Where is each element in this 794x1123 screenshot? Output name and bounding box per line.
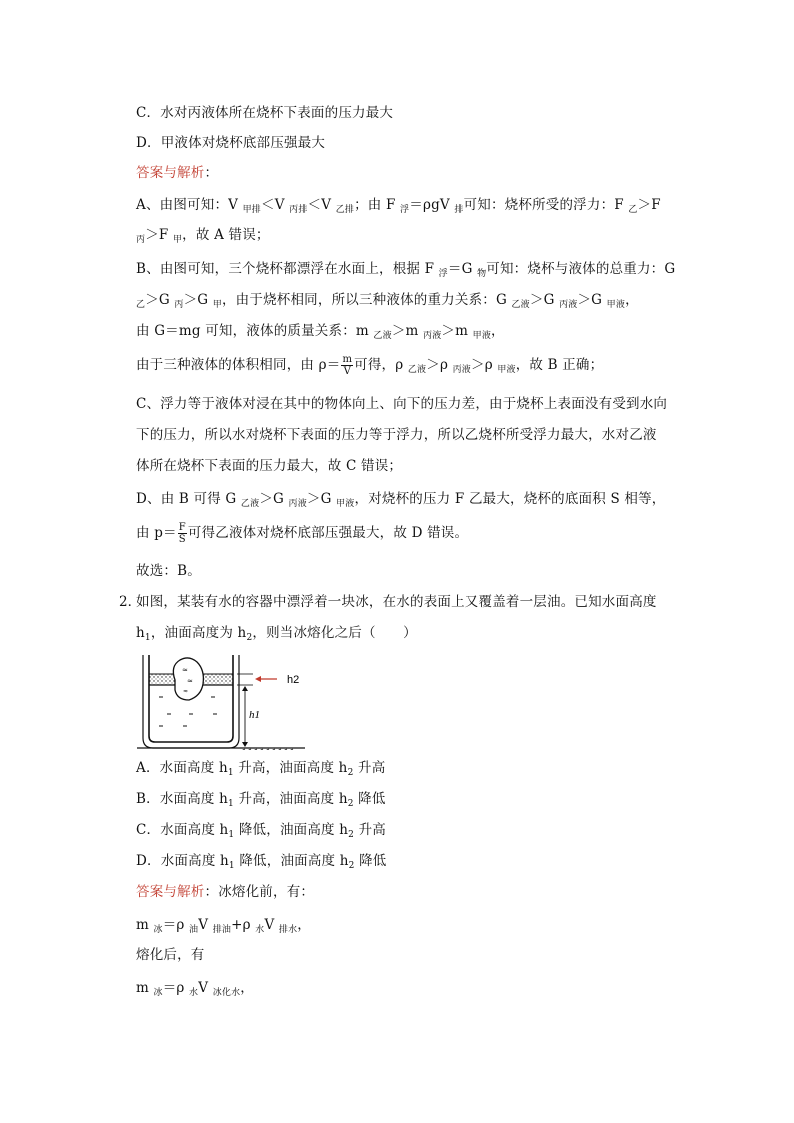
analysis-c-line1: C、浮力等于液体对浸在其中的物体向上、向下的压力差，由于烧杯上表面没有受到水向 [136, 396, 668, 412]
after-melting-text: 熔化后，有 [136, 947, 205, 963]
equation-before-melting: m $_冰$＝ρ $_油$V $_{排油}$+ρ $_水$V $_{排水}$， [136, 917, 311, 935]
svg-text:≈: ≈ [182, 666, 188, 674]
analysis-b-line1: B、由图可知，三个烧杯都漂浮在水面上，根据 F $_浮$＝G $_物$可知：烧杯与液体的总重力：G [136, 261, 676, 279]
q2-option-a: A．水面高度 $h_1$ 升高，油面高度 $h_2$ 升高 [136, 760, 386, 778]
svg-text:≈: ≈ [183, 688, 189, 695]
answer-choice-1: 故选：B。 [136, 563, 201, 579]
option-d-prev: D．甲液体对烧杯底部压强最大 [136, 135, 326, 151]
analysis-b-line4: 由于三种液体的体积相同，由 ρ＝ $\frac{m}{V}$ 可得，ρ $_{乙液}$＞ρ $_{丙液}$＞ρ $_{甲液}$，故 B 正确； [136, 354, 604, 377]
pressure-fraction: $\frac{F}{S}$ [178, 522, 186, 545]
q2-option-d: D．水面高度 $h_1$ 降低，油面高度 $h_2$ 降低 [136, 853, 387, 871]
question-2-stem-line1: 如图，某装有水的容器中漂浮着一块冰，在水的表面上又覆盖着一层油。已知水面高度 [136, 594, 657, 610]
answer-heading-1: 答案与解析： [136, 165, 219, 181]
analysis-b-line2: $_乙$＞G $_丙$＞G $_甲$，由于烧杯相同，所以三种液体的重力关系：G $_{乙液}$＞G $_{丙液}$＞G $_{甲液}$， [136, 292, 639, 310]
density-fraction: $\frac{m}{V}$ [342, 354, 353, 377]
answer-heading-2: 答案与解析：冰熔化前，有： [136, 884, 315, 900]
svg-text:≈: ≈ [187, 677, 193, 685]
q2-option-c: C．水面高度 $h_1$ 降低，油面高度 $h_2$ 升高 [136, 822, 386, 840]
water-marks [159, 697, 217, 726]
q2-option-b: B．水面高度 $h_1$ 升高，油面高度 $h_2$ 降低 [136, 791, 386, 809]
question-number-2: 2． [119, 594, 142, 610]
h1-label: h1 [249, 709, 260, 721]
question-2-stem-line2: $h_1$，油面高度为 $h_2$，则当冰熔化之后（ ） [136, 625, 417, 643]
analysis-b-line3: 由 G＝mg 可知，液体的质量关系：m $_{乙液}$＞m $_{丙液}$＞m $_{甲液}$， [136, 323, 505, 341]
analysis-d-line2: 由 p＝ $\frac{F}{S}$ 可得乙液体对烧杯底部压强最大，故 D 错误。 [136, 522, 469, 545]
h2-label: h2 [287, 674, 300, 686]
analysis-c-line2: 下的压力，所以水对烧杯下表面的压力等于浮力，所以乙烧杯所受浮力最大，水对乙液 [136, 427, 657, 443]
analysis-a-line2: $_丙$＞F $_甲$，故 A 错误； [136, 227, 270, 245]
equation-after-melting: m $_冰$＝ρ $_水$V $_{冰化水}$， [136, 980, 254, 998]
analysis-d-line1: D、由 B 可得 G $_{乙液}$＞G $_{丙液}$＞G $_{甲液}$，对烧杯的压力 F 乙最大，烧杯的底面积 S 相等， [136, 491, 666, 509]
option-c-prev: C．水对丙液体所在烧杯下表面的压力最大 [136, 105, 394, 121]
container-figure [137, 652, 307, 750]
analysis-a-line1: A、由图可知：V $_{甲排}$＜V $_{丙排}$＜V $_{乙排}$；由 F $_浮$＝ρgV $_排$可知：烧杯所受的浮力：F $_乙$＞F [136, 197, 661, 215]
analysis-c-line3: 体所在烧杯下表面的压力最大，故 C 错误； [136, 458, 403, 474]
